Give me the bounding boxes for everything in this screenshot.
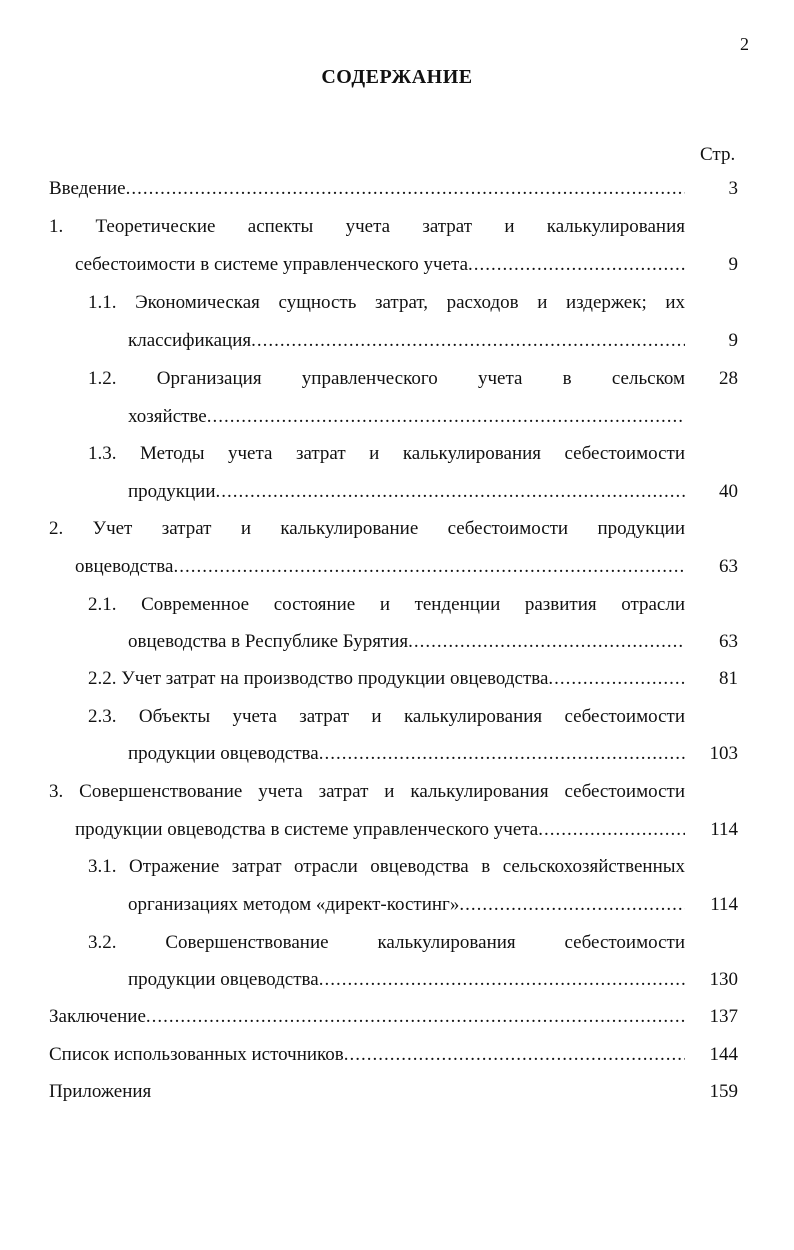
leader-dots <box>251 328 685 354</box>
toc-entry-section-1-1[interactable]: 1.1. Экономическая сущность затрат, расходов и издержек; их <box>88 292 685 313</box>
toc-entry-conclusion[interactable] <box>49 1004 685 1030</box>
toc-page-number: 114 <box>710 819 738 840</box>
toc-entry-section-2-3-cont[interactable] <box>128 741 685 767</box>
toc-entry-section-2-1-cont[interactable] <box>128 629 685 655</box>
leader-dots <box>408 629 685 655</box>
toc-page-number: 9 <box>728 330 738 351</box>
leader-dots <box>173 554 685 580</box>
toc-entry-label: продукции <box>128 481 216 502</box>
toc-page-number: 9 <box>728 254 738 275</box>
toc-page-number: 137 <box>709 1006 738 1027</box>
toc-entry-section-3-1-cont[interactable] <box>128 892 685 918</box>
toc-page-number: 114 <box>710 894 738 915</box>
toc-entry-chapter-3[interactable]: 3. Совершенствование учета затрат и калькулирования себестоимости <box>49 781 685 802</box>
toc-entry-section-2-3[interactable]: 2.3. Объекты учета затрат и калькулирования себестоимости <box>88 706 685 727</box>
toc-entry-label: продукции овцеводства в системе управленческого учета <box>75 819 539 840</box>
toc-entry-sources[interactable] <box>49 1042 685 1068</box>
leader-dots <box>468 252 685 278</box>
toc-entry-chapter-3-cont[interactable] <box>75 817 685 843</box>
toc-entry-label: продукции овцеводства <box>128 969 319 990</box>
toc-page-number: 3 <box>728 178 738 199</box>
leader-dots <box>459 892 685 918</box>
toc-entry-section-1-3-cont[interactable] <box>128 479 685 505</box>
toc-entry-section-1-3[interactable]: 1.3. Методы учета затрат и калькулирования себестоимости <box>88 443 685 464</box>
toc-entry-section-3-1[interactable]: 3.1. Отражение затрат отрасли овцеводства в сельскохозяйственных <box>88 856 685 877</box>
toc-entry-section-1-2-cont[interactable] <box>128 404 685 430</box>
toc-entry-section-2-1[interactable]: 2.1. Современное состояние и тенденции развития отрасли <box>88 594 685 615</box>
toc-page-number: 63 <box>719 631 738 652</box>
toc-entry-label: овцеводства <box>75 556 174 577</box>
toc-page-number: 130 <box>709 969 738 990</box>
page-number: 2 <box>740 34 749 54</box>
toc-entry-section-2-2[interactable] <box>88 666 685 692</box>
leader-dots <box>126 176 685 202</box>
toc-page-number: 28 <box>719 368 738 389</box>
leader-dots <box>319 741 685 767</box>
toc-entry-label: Введение <box>49 178 126 199</box>
toc-entry-label: хозяйстве <box>128 406 207 427</box>
toc-entry-label: овцеводства в Республике Бурятия <box>128 631 409 652</box>
toc-entry-label: 2.2. Учет затрат на производство продукции овцеводства <box>88 668 549 689</box>
toc-entry-chapter-1[interactable]: 1. Теоретические аспекты учета затрат и калькулирования <box>49 216 685 237</box>
toc-entry-section-3-2[interactable]: 3.2. Совершенствование калькулирования себестоимости <box>88 932 685 953</box>
toc-entry-section-1-1-cont[interactable] <box>128 328 685 354</box>
toc-entry-appendix[interactable] <box>49 1079 685 1105</box>
toc-entry-label: себестоимости в системе управленческого учета <box>75 254 469 275</box>
toc-entry-section-3-2-cont[interactable] <box>128 967 685 993</box>
toc-page-number: 81 <box>719 668 738 689</box>
toc-entry-label: Заключение <box>49 1006 146 1027</box>
leader-dots <box>344 1042 685 1068</box>
toc-page-number: 159 <box>709 1081 738 1102</box>
toc-page-number: 103 <box>709 743 738 764</box>
toc-page-number: 144 <box>709 1044 738 1065</box>
page-title: СОДЕРЖАНИЕ <box>321 66 473 88</box>
toc-entry-section-1-2[interactable]: 1.2. Организация управленческого учета в сельском <box>88 368 685 389</box>
toc-page-number: 40 <box>719 481 738 502</box>
toc-entry-chapter-2[interactable]: 2. Учет затрат и калькулирование себестоимости продукции <box>49 518 685 539</box>
toc-entry-label: продукции овцеводства <box>128 743 319 764</box>
toc-entry-label: классификация <box>128 330 252 351</box>
toc-entry-intro[interactable] <box>49 176 685 202</box>
toc-entry-chapter-2-cont[interactable] <box>75 554 685 580</box>
leader-dots <box>146 1004 685 1030</box>
toc-entry-label: Список использованных источников <box>49 1044 344 1065</box>
leader-dots <box>319 967 685 993</box>
leader-dots <box>216 479 685 505</box>
toc-entry-chapter-1-cont[interactable] <box>75 252 685 278</box>
toc-page-number: 63 <box>719 556 738 577</box>
page-column-header: Стр. <box>700 144 736 165</box>
toc-entry-label: Приложения <box>49 1081 152 1102</box>
toc-entry-label: организациях методом «директ-костинг» <box>128 894 460 915</box>
leader-dots <box>207 404 685 430</box>
